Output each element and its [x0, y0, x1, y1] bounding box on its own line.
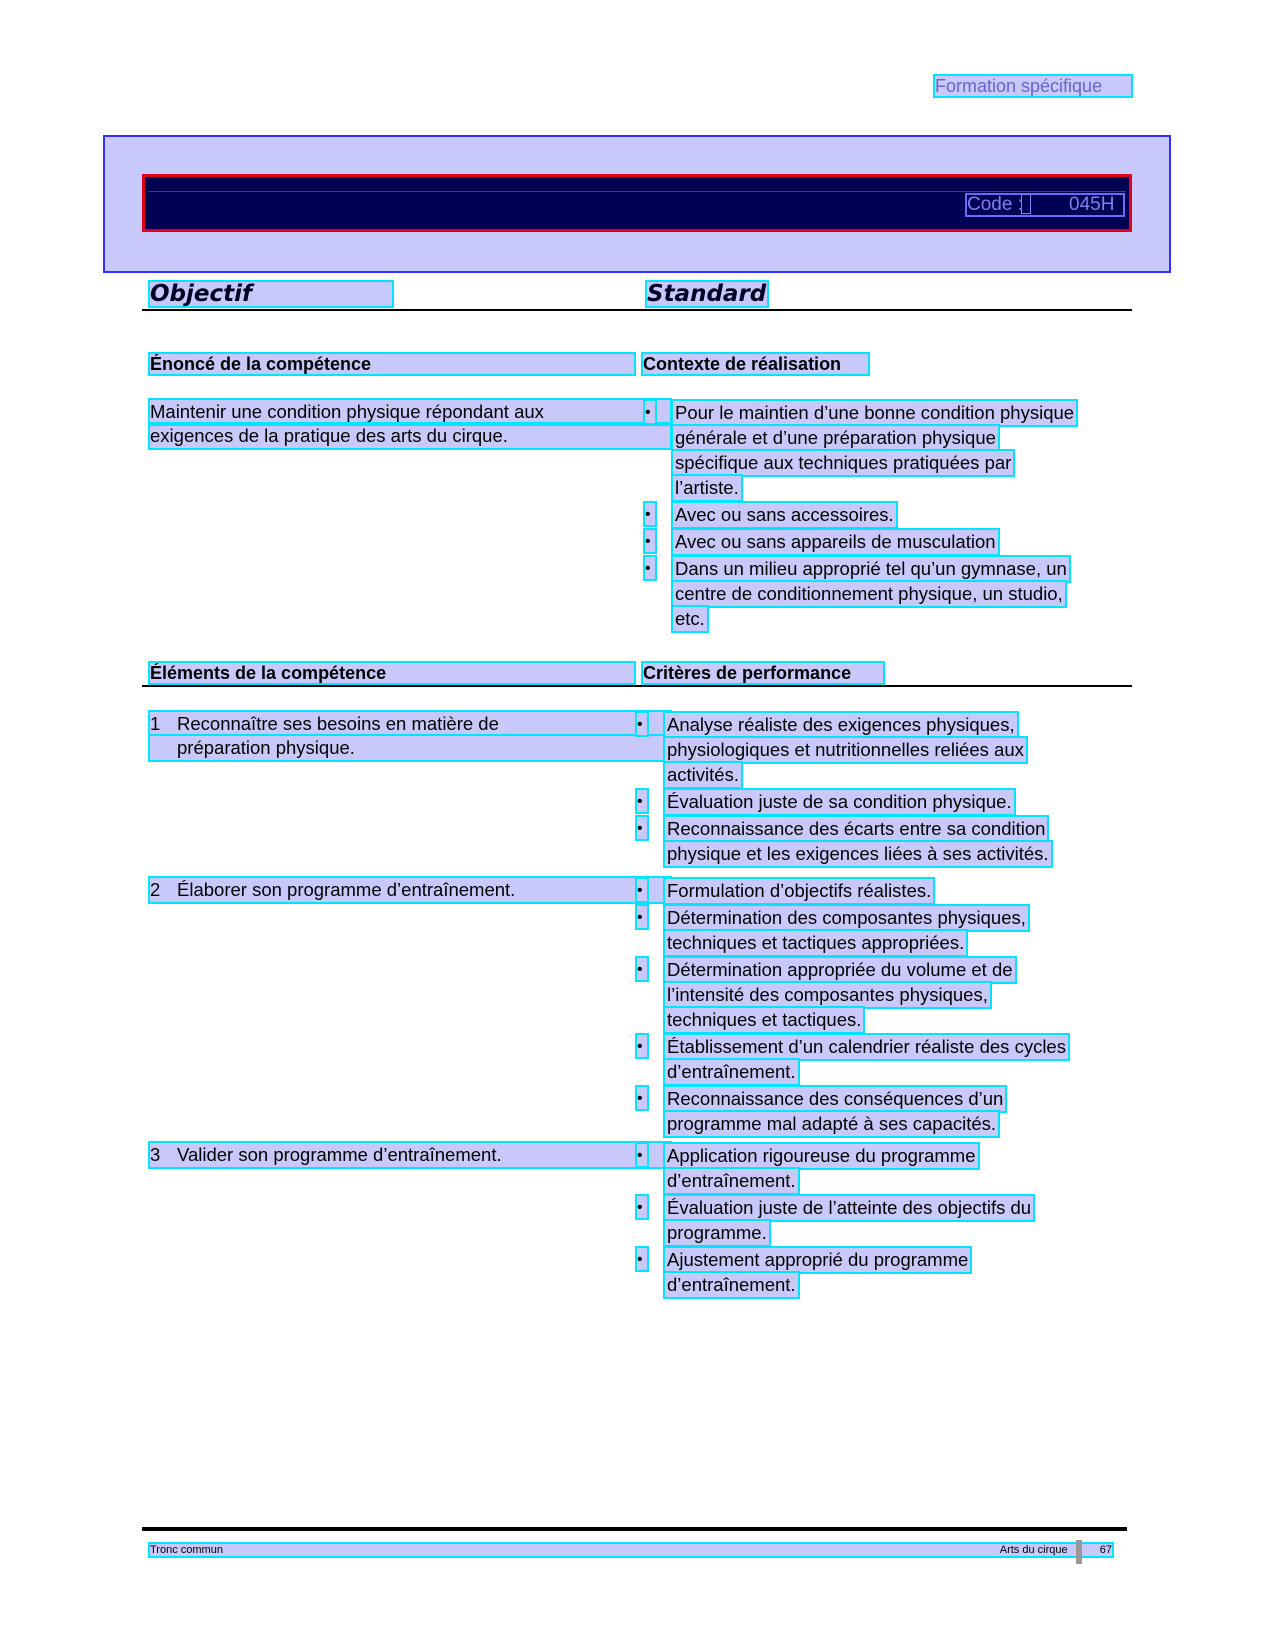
criterion-line: l’artiste.	[675, 477, 739, 498]
bullet-icon: •	[637, 1248, 647, 1270]
competency-code	[967, 195, 1123, 215]
criterion-line: etc.	[675, 608, 705, 629]
footer-program: Arts du cirque	[999, 1544, 1068, 1556]
criterion-line: programme.	[667, 1222, 767, 1243]
element-number: 1	[150, 713, 161, 734]
footer-separator	[1076, 1540, 1082, 1564]
criterion-item	[637, 879, 1125, 904]
bullet-icon: •	[637, 879, 647, 901]
code-separator	[1022, 195, 1030, 213]
criterion-line: physique et les exigences liées à ses activités.	[667, 843, 1049, 864]
code-label: Code :	[967, 194, 1023, 215]
bullet-icon: •	[645, 557, 655, 579]
criterion-item	[637, 817, 1125, 867]
elements-rule	[142, 685, 1132, 687]
context-list	[645, 401, 1123, 634]
criterion-item	[637, 958, 1125, 1033]
bullet-icon: •	[637, 790, 647, 812]
element-line-text: préparation physique.	[177, 737, 355, 758]
code-value: 045H	[1069, 194, 1115, 215]
criterion-line: Avec ou sans appareils de musculation	[675, 531, 996, 552]
criterion-item	[637, 1035, 1125, 1085]
element-line	[150, 1143, 670, 1167]
element-line	[150, 712, 670, 736]
element-line	[150, 736, 670, 760]
criterion-item	[637, 1248, 1125, 1298]
heading-objective: Objectif	[150, 282, 392, 306]
criteria-list	[637, 879, 1125, 1139]
criterion-line: Application rigoureuse du programme	[667, 1145, 976, 1166]
criterion-line: Reconnaissance des écarts entre sa condition	[667, 818, 1046, 839]
element-line-text: Élaborer son programme d’entraînement.	[177, 879, 516, 900]
statement-label: Énoncé de la compétence	[150, 354, 634, 374]
criterion-item	[637, 1087, 1125, 1137]
page-footer	[150, 1544, 1112, 1556]
criterion-item	[637, 1144, 1125, 1194]
criterion-item	[645, 530, 1123, 555]
criterion-line: activités.	[667, 764, 739, 785]
criterion-item	[637, 790, 1125, 815]
criterion-item	[645, 557, 1123, 632]
bullet-icon: •	[637, 1196, 647, 1218]
criterion-line: Avec ou sans accessoires.	[675, 504, 894, 525]
criterion-line: Reconnaissance des conséquences d’un	[667, 1088, 1004, 1109]
criterion-line: Dans un milieu approprié tel qu’un gymnase, un	[675, 558, 1067, 579]
criterion-line: Pour le maintien d’une bonne condition physique	[675, 402, 1075, 423]
criterion-line: Établissement d’un calendrier réaliste des cycles	[667, 1036, 1066, 1057]
criterion-line: Évaluation juste de l’atteinte des objectifs du	[667, 1197, 1032, 1218]
criterion-item	[637, 906, 1125, 956]
criterion-line: techniques et tactiques.	[667, 1009, 862, 1030]
bullet-icon: •	[637, 1087, 647, 1109]
criterion-item	[637, 1196, 1125, 1246]
criterion-item	[645, 503, 1123, 528]
criterion-line: physiologiques et nutritionnelles reliées aux	[667, 739, 1024, 760]
criteria-list	[637, 1144, 1125, 1300]
page-number: 67	[1099, 1544, 1112, 1556]
criterion-line: techniques et tactiques appropriées.	[667, 932, 965, 953]
criterion-line: d’entraînement.	[667, 1170, 796, 1191]
footer-left: Tronc commun	[150, 1544, 223, 1556]
context-label: Contexte de réalisation	[643, 354, 868, 374]
criterion-line: Évaluation juste de sa condition physique.	[667, 791, 1012, 812]
statement-line: Maintenir une condition physique répondant aux	[150, 400, 670, 424]
criterion-line: centre de conditionnement physique, un studio,	[675, 583, 1063, 604]
criterion-line: Détermination appropriée du volume et de	[667, 959, 1013, 980]
element-text	[150, 1143, 670, 1167]
bullet-icon: •	[637, 817, 647, 839]
element-line	[150, 878, 670, 902]
competency-statement	[150, 400, 670, 448]
criterion-line: Détermination des composantes physiques,	[667, 907, 1026, 928]
element-number: 3	[150, 1144, 161, 1165]
criterion-line: générale et d’une préparation physique	[675, 427, 996, 448]
criterion-line: l’intensité des composantes physiques,	[667, 984, 988, 1005]
bullet-icon: •	[637, 1035, 647, 1057]
criteria-label: Critères de performance	[643, 663, 883, 683]
bullet-icon: •	[637, 713, 647, 735]
element-text	[150, 878, 670, 902]
element-number: 2	[150, 879, 161, 900]
banner-divider	[148, 191, 1126, 192]
section-label: Formation spécifique	[935, 76, 1131, 96]
criterion-line: d’entraînement.	[667, 1061, 796, 1082]
criterion-line: Formulation d’objectifs réalistes.	[667, 880, 932, 901]
statement-line: exigences de la pratique des arts du cirque.	[150, 424, 670, 448]
element-line-text: Reconnaître ses besoins en matière de	[177, 713, 499, 734]
element-text	[150, 712, 670, 760]
criterion-line: programme mal adapté à ses capacités.	[667, 1113, 997, 1134]
criterion-line: Analyse réaliste des exigences physiques,	[667, 714, 1015, 735]
elements-label: Éléments de la compétence	[150, 663, 634, 683]
footer-right	[1000, 1544, 1112, 1556]
criterion-line: Ajustement approprié du programme	[667, 1249, 969, 1270]
bullet-icon: •	[637, 1144, 647, 1166]
criterion-item	[645, 401, 1123, 501]
criterion-line: d’entraînement.	[667, 1274, 796, 1295]
bullet-icon: •	[637, 906, 647, 928]
heading-rule	[142, 309, 1132, 311]
bullet-icon: •	[637, 958, 647, 980]
element-line-text: Valider son programme d’entraînement.	[177, 1144, 502, 1165]
criterion-item	[637, 713, 1125, 788]
bullet-icon: •	[645, 401, 655, 423]
bullet-icon: •	[645, 530, 655, 552]
bullet-icon: •	[645, 503, 655, 525]
heading-standard: Standard	[647, 281, 767, 307]
footer-rule	[142, 1527, 1127, 1531]
criterion-line: spécifique aux techniques pratiquées par	[675, 452, 1012, 473]
criteria-list	[637, 713, 1125, 869]
